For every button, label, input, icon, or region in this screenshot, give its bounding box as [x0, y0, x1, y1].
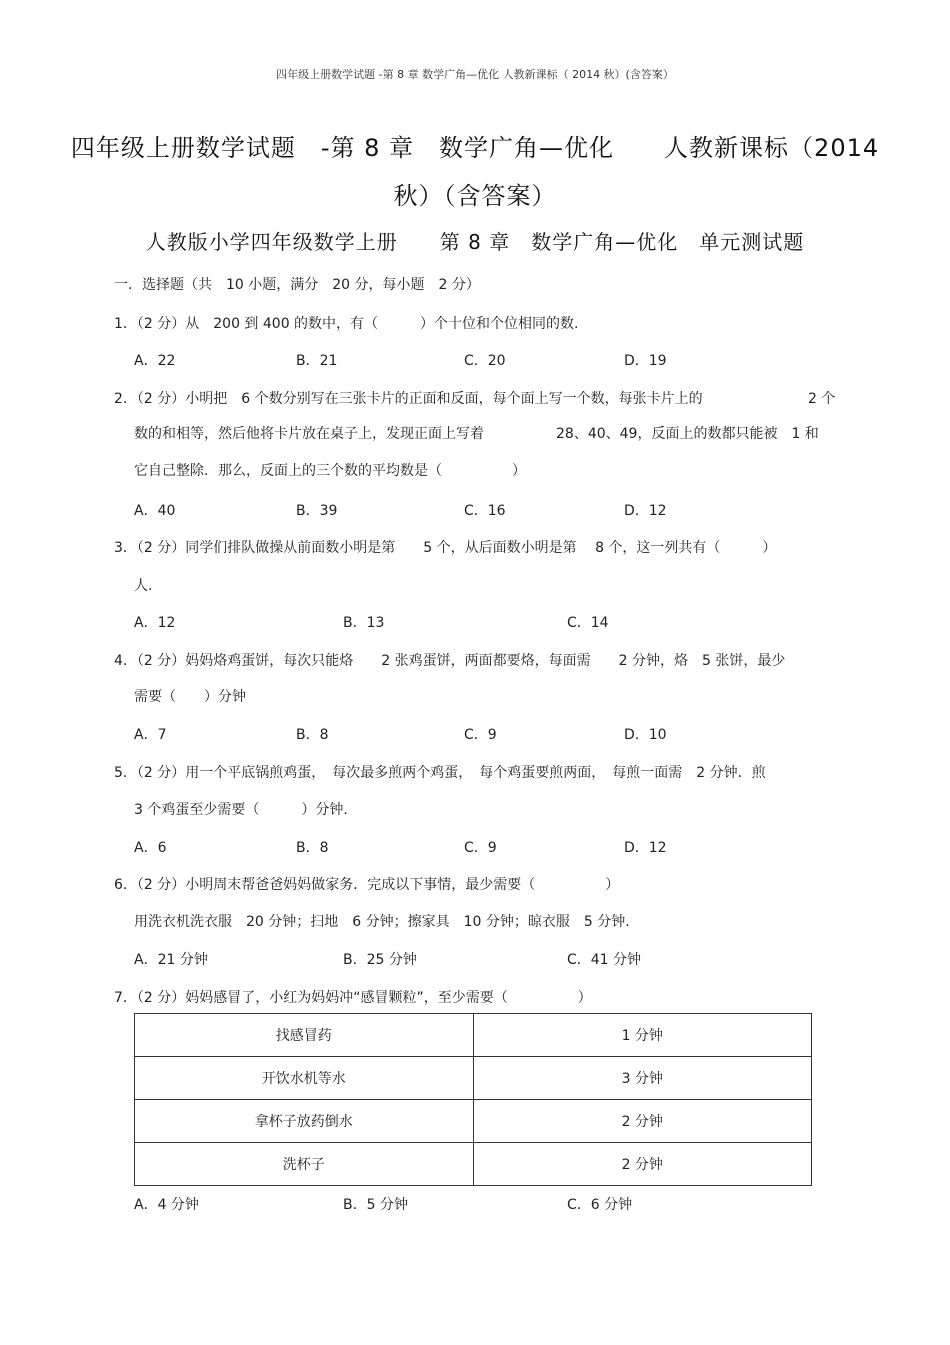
question-3-option-a: A．12 [134, 615, 176, 631]
question-6-option-c: C．41 分钟 [567, 952, 642, 968]
question-2-option-a: A．40 [134, 503, 176, 519]
table-cell: 2 分钟 [473, 1143, 812, 1186]
question-2-option-d: D．12 [624, 503, 667, 519]
question-5-option-d: D．12 [624, 840, 667, 856]
question-1-option-d: D．19 [624, 353, 667, 369]
question-6-text-line-2: 用洗衣机洗衣服 20 分钟；扫地 6 分钟；擦家具 10 分钟；晾衣服 5 分钟. [134, 914, 630, 930]
question-7-option-a: A．4 分钟 [134, 1197, 199, 1213]
question-7-option-b: B．5 分钟 [343, 1197, 408, 1213]
table-cell: 洗杯子 [135, 1143, 474, 1186]
question-1-text: 1．（2 分）从 200 到 400 的数中，有（ ）个十位和个位相同的数. [114, 316, 579, 332]
table-row [135, 1014, 812, 1057]
question-6-option-a: A．21 分钟 [134, 952, 208, 968]
question-2-text-line-1: 2．（2 分）小明把 6 个数分别写在三张卡片的正面和反面，每个面上写一个数，每张卡片上的 [114, 391, 703, 407]
question-2-option-b: B．39 [296, 503, 338, 519]
table-row [135, 1143, 812, 1186]
question-5-option-c: C．9 [464, 840, 497, 856]
question-4-option-a: A．7 [134, 727, 167, 743]
question-4-text-line-1: 4．（2 分）妈妈烙鸡蛋饼，每次只能烙 2 张鸡蛋饼，两面都要烙，每面需 2 分钟，烙 5 张饼，最少 [114, 653, 786, 669]
question-2-text-line-2: 数的和相等，然后他将卡片放在桌子上，发现正面上写着 [134, 426, 484, 442]
title-line-2: 秋）（含答案） [393, 182, 557, 210]
question-4-option-d: D．10 [624, 727, 667, 743]
table-cell: 3 分钟 [473, 1057, 812, 1100]
question-7-table [134, 1013, 812, 1186]
section-heading: 一．选择题（共 10 小题，满分 20 分，每小题 2 分） [114, 277, 480, 293]
table-cell: 找感冒药 [135, 1014, 474, 1057]
question-3-option-b: B．13 [343, 615, 385, 631]
table-row [135, 1100, 812, 1143]
question-2-option-c: C．16 [464, 503, 506, 519]
question-1-option-c: C．20 [464, 353, 506, 369]
question-4-option-c: C．9 [464, 727, 497, 743]
question-1-option-a: A．22 [134, 353, 176, 369]
table-cell: 1 分钟 [473, 1014, 812, 1057]
question-2-text-line-2-tail: 28、40、49，反面上的数都只能被 1 和 [556, 426, 819, 442]
question-5-text-line-1: 5．（2 分）用一个平底锅煎鸡蛋， 每次最多煎两个鸡蛋， 每个鸡蛋要煎两面， 每煎一面需 2 分钟．煎 [114, 765, 766, 781]
table-cell: 开饮水机等水 [135, 1057, 474, 1100]
question-2-text-line-1-tail: 2 个 [808, 391, 836, 407]
question-3-text-line-1: 3．（2 分）同学们排队做操从前面数小明是第 5 个，从后面数小明是第 8 个，这一列共有（ ） [114, 540, 777, 556]
running-header: 四年级上册数学试题 -第 8 章 数学广角—优化 人教新课标（ 2014 秋）(含答案） [276, 68, 674, 81]
question-2-text-line-3: 它自己整除．那么，反面上的三个数的平均数是（ ） [134, 463, 526, 479]
question-6-text-line-1: 6．（2 分）小明周末帮爸爸妈妈做家务．完成以下事情，最少需要（ ） [114, 877, 620, 893]
question-6-option-b: B．25 分钟 [343, 952, 417, 968]
question-7-option-c: C．6 分钟 [567, 1197, 633, 1213]
question-3-text-line-2: 人. [134, 578, 153, 594]
table-row [135, 1057, 812, 1100]
table-cell: 2 分钟 [473, 1100, 812, 1143]
question-1-option-b: B．21 [296, 353, 338, 369]
question-5-text-line-2: 3 个鸡蛋至少需要（ ）分钟. [134, 802, 348, 818]
question-4-text-line-2: 需要（ ）分钟 [134, 689, 246, 705]
question-3-option-c: C．14 [567, 615, 609, 631]
question-5-option-a: A．6 [134, 840, 167, 856]
question-4-option-b: B．8 [296, 727, 329, 743]
question-5-option-b: B．8 [296, 840, 329, 856]
subtitle: 人教版小学四年级数学上册 第 8 章 数学广角—优化 单元测试题 [145, 230, 805, 254]
question-7-text: 7．（2 分）妈妈感冒了，小红为妈妈冲“感冒颗粒”，至少需要（ ） [114, 990, 592, 1006]
title-line-1: 四年级上册数学试题 -第 8 章 数学广角—优化 人教新课标（2014 [70, 134, 880, 162]
table-cell: 拿杯子放药倒水 [135, 1100, 474, 1143]
